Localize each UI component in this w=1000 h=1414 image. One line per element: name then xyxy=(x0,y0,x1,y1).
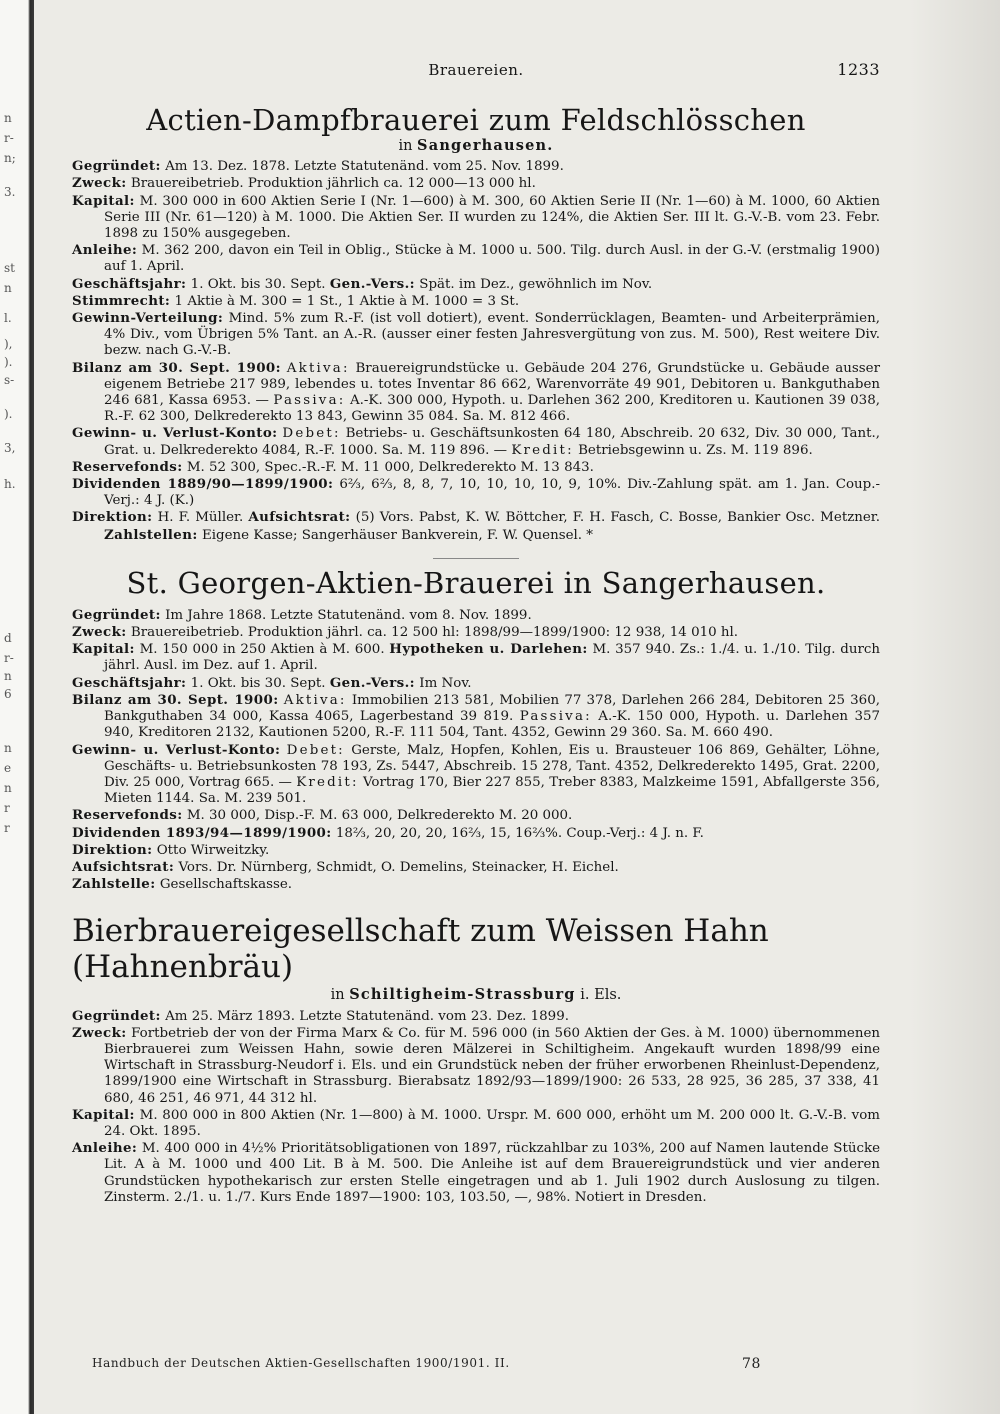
entry-management: Direktion: H. F. Müller. Aufsichtsrat: (5) Vors. Pabst, K. W. Böttcher, F. H. Fasch, C. Bosse, Bankier Osc. Metzner. Zahlstellen: Eigene Kasse; Sangerhäuser Bankverein, F. W. Quensel. * xyxy=(72,509,880,543)
running-title: Brauereien. xyxy=(428,61,524,79)
entry-fiscal-year: Geschäftsjahr: 1. Okt. bis 30. Sept. Gen.-Vers.: Spät. im Dez., gewöhnlich im Nov. xyxy=(72,275,653,292)
margin-glyph: n xyxy=(4,669,12,683)
entry-capital: Kapital: M. 300 000 in 600 Aktien Serie I (Nr. 1—600) à M. 300, 60 Aktien Serie II (Nr. 1—60) à M. 1000, 60 Aktien Serie III (Nr. 61—120) à M. 1000. Die Aktien Ser. II wurden zu 124%, die Aktien Ser. III lt. G.-V.-B. vom 23. Febr. 1898 zu 150% ausgegeben. xyxy=(72,192,880,242)
company-location: in Sangerhausen. xyxy=(398,137,554,154)
margin-glyph: r xyxy=(4,821,10,835)
entry-purpose: Zweck: Fortbetrieb der von der Firma Marx & Co. für M. 596 000 (in 560 Aktien der Ges. à M. 1000) übernommenen Bierbrauerei zum Weissen Hahn, sowie deren Mälzerei in Schiltigheim. Angekauft wurden 1898/99 eine Wirtschaft in Strassburg-Neudorf i. Els. und ein Grundstück neben der früher erworbenen Rheinlust-Dependenz, 1899/1900 eine Wirtschaft in Strassburg. Bierabsatz 1892/93—1899/1900: 26 533, 28 925, 36 285, 37 338, 41 680, 46 251, 46 971, 44 312 hl. xyxy=(72,1024,880,1106)
entry-profit-distribution: Gewinn-Verteilung: Mind. 5% zum R.-F. (ist voll dotiert), event. Sonderrücklagen, Beamten- und Arbeiterprämien, 4% Div., vom Übrigen 5% Tant. an A.-R. (ausser einer festen Jahresvergütung von zus. M. 500), Rest weitere Div. bezw. nach G.-V.-B. xyxy=(72,310,880,359)
entry-fiscal-year: Geschäftsjahr: 1. Okt. bis 30. Sept. Gen.-Vers.: Im Nov. xyxy=(72,674,472,691)
margin-glyph: ), xyxy=(4,337,13,351)
page-number: 1233 xyxy=(837,60,880,79)
margin-glyph: n xyxy=(4,741,12,755)
section-divider xyxy=(433,558,519,559)
page-edge-shadow xyxy=(910,0,1000,1414)
entry-founded: Gegründet: Am 13. Dez. 1878. Letzte Statutenänd. vom 25. Nov. 1899. xyxy=(72,158,564,175)
document-page xyxy=(72,62,880,1206)
company-title: Actien-Dampfbrauerei zum Feldschlösschen xyxy=(146,103,806,137)
margin-glyph: n; xyxy=(4,151,16,165)
margin-glyph: l. xyxy=(4,311,12,325)
company-entry-st-georgen xyxy=(72,567,880,893)
company-location: in Schiltigheim-Strassburg i. Els. xyxy=(330,986,622,1004)
entry-supervisory-board: Aufsichtsrat: Vors. Dr. Nürnberg, Schmidt, O. Demelins, Steinacker, H. Eichel. xyxy=(72,858,619,875)
margin-glyph: h. xyxy=(4,477,16,491)
margin-glyph: ). xyxy=(4,407,13,421)
company-title: Bierbrauereigesellschaft zum Weissen Hahn (Hahnenbräu) xyxy=(72,913,769,986)
company-entry-feldschloesschen xyxy=(72,104,880,544)
entry-voting-rights: Stimmrecht: 1 Aktie à M. 300 = 1 St., 1 Aktie à M. 1000 = 3 St. xyxy=(72,292,520,309)
company-title: St. Georgen-Aktien-Brauerei in Sangerhausen. xyxy=(126,565,826,600)
margin-glyph: r- xyxy=(4,131,14,145)
entry-dividends: Dividenden 1889/90—1899/1900: 6⅔, 6⅔, 8, 8, 7, 10, 10, 10, 10, 9, 10%. Div.-Zahlung spät. am 1. Jan. Coup.-Verj.: 4 J. (K.) xyxy=(72,476,880,509)
entry-founded: Gegründet: Am 25. März 1893. Letzte Statutenänd. vom 23. Dez. 1899. xyxy=(72,1007,569,1024)
margin-glyph: 6 xyxy=(4,687,12,701)
company-entry-weissen-hahn xyxy=(72,913,880,1206)
entry-purpose: Zweck: Brauereibetrieb. Produktion jährlich ca. 12 000—13 000 hl. xyxy=(72,175,536,192)
entry-loan: Anleihe: M. 400 000 in 4½% Prioritätsobligationen von 1897, rückzahlbar zu 103%, 200 auf Namen lautende Stücke Lit. A à M. 1000 und 400 Lit. B à M. 500. Die Anleihe ist auf dem Brauereigrundstück und vier anderen Grundstücken hypothekarisch zur ersten Stelle eingetragen und ab 1. Juli 1902 durch Auslosung zu tilgen. Zinsterm. 2./1. u. 1./7. Kurs Ende 1897—1900: 103, 103.50, —, 98%. Notiert in Dresden. xyxy=(72,1140,880,1205)
margin-glyph: 3, xyxy=(4,441,16,455)
book-binding-edge xyxy=(0,0,34,1414)
entry-loan: Anleihe: M. 362 200, davon ein Teil in Oblig., Stücke à M. 1000 u. 500. Tilg. durch Ausl. in der G.-V. (erstmalig 1900) auf 1. April. xyxy=(72,242,880,275)
entry-profit-loss: Gewinn- u. Verlust-Konto: Debet: Betriebs- u. Geschäftsunkosten 64 180, Abschreib. 20 632, Div. 30 000, Tant., Grat. u. Delkrederekto 4084, R.-F. 1000. Sa. M. 119 896. — Kredit: Betriebsgewinn u. Zs. M. 119 896. xyxy=(72,425,880,458)
entry-reserve-fund: Reservefonds: M. 30 000, Disp.-F. M. 63 000, Delkrederekto M. 20 000. xyxy=(72,807,573,824)
entry-balance-sheet: Bilanz am 30. Sept. 1900: Aktiva: Brauereigrundstücke u. Gebäude 204 276, Grundstücke u. Gebäude ausser eigenem Betriebe 217 989, lebendes u. totes Inventar 86 662, Warenvorräte 49 901, Debitoren u. Bankguthaben 246 681, Kassa 6953. — Passiva: A.-K. 300 000, Hypoth. u. Darlehen 362 200, Kreditoren u. Kautionen 39 038, R.-F. 62 300, Delkrederekto 13 843, Gewinn 35 084. Sa. M. 812 466. xyxy=(72,359,880,425)
margin-glyph: 3. xyxy=(4,185,16,199)
running-head xyxy=(72,62,880,86)
margin-glyph: n xyxy=(4,111,12,125)
margin-glyph: r- xyxy=(4,651,14,665)
footer-signature: 78 xyxy=(742,1356,762,1372)
page-footer xyxy=(92,1356,772,1370)
entry-management: Direktion: Otto Wirweitzky. xyxy=(72,841,270,858)
entry-purpose: Zweck: Brauereibetrieb. Produktion jährl. ca. 12 500 hl: 1898/99—1899/1900: 12 938, 14 010 hl. xyxy=(72,624,739,641)
footer-text: Handbuch der Deutschen Aktien-Gesellschaften 1900/1901. II. xyxy=(92,1356,510,1370)
margin-glyph: ). xyxy=(4,355,13,369)
entry-profit-loss: Gewinn- u. Verlust-Konto: Debet: Gerste, Malz, Hopfen, Kohlen, Eis u. Brausteuer 106 869, Gehälter, Löhne, Geschäfts- u. Betriebsunkosten 78 193, Zs. 5447, Abschreib. 15 278, Tant. 4352, Delkrederekto 1495, Grat. 2200, Div. 25 000, Vortrag 665. — Kredit: Vortrag 170, Bier 227 855, Treber 8383, Malzkeime 1591, Abfallgerste 356, Mieten 1144. Sa. M. 239 501. xyxy=(72,741,880,807)
margin-glyph: e xyxy=(4,761,12,775)
margin-glyph: s- xyxy=(4,373,15,387)
entry-founded: Gegründet: Im Jahre 1868. Letzte Statutenänd. vom 8. Nov. 1899. xyxy=(72,606,532,623)
margin-glyph: r xyxy=(4,801,10,815)
entry-capital: Kapital: M. 800 000 in 800 Aktien (Nr. 1—800) à M. 1000. Urspr. M. 600 000, erhöht um M. 200 000 lt. G.-V.-B. vom 24. Okt. 1895. xyxy=(72,1106,880,1139)
margin-glyph: n xyxy=(4,781,12,795)
entry-balance-sheet: Bilanz am 30. Sept. 1900: Aktiva: Immobilien 213 581, Mobilien 77 378, Darlehen 266 284, Debitoren 25 360, Bankguthaben 34 000, Kassa 4065, Lagerbestand 39 819. Passiva: A.-K. 150 000, Hypoth. u. Darlehen 357 940, Kreditoren 2132, Kautionen 5200, R.-F. 111 504, Tant. 4352, Gewinn 29 360. Sa. M. 660 490. xyxy=(72,691,881,741)
entry-dividends: Dividenden 1893/94—1899/1900: 18⅔, 20, 20, 20, 16⅔, 15, 16⅔%. Coup.-Verj.: 4 J. n. F. xyxy=(72,824,704,841)
margin-glyph: d xyxy=(4,631,12,645)
entry-reserve-fund: Reservefonds: M. 52 300, Spec.-R.-F. M. 11 000, Delkrederekto M. 13 843. xyxy=(72,458,594,475)
entry-capital: Kapital: M. 150 000 in 250 Aktien à M. 600. Hypotheken u. Darlehen: M. 357 940. Zs.: 1./4. u. 1./10. Tilg. durch jährl. Ausl. im Dez. auf 1. April. xyxy=(72,641,880,674)
margin-glyph: st xyxy=(4,261,15,275)
entry-paying-agent: Zahlstelle: Gesellschaftskasse. xyxy=(72,876,293,893)
margin-glyph: n xyxy=(4,281,12,295)
